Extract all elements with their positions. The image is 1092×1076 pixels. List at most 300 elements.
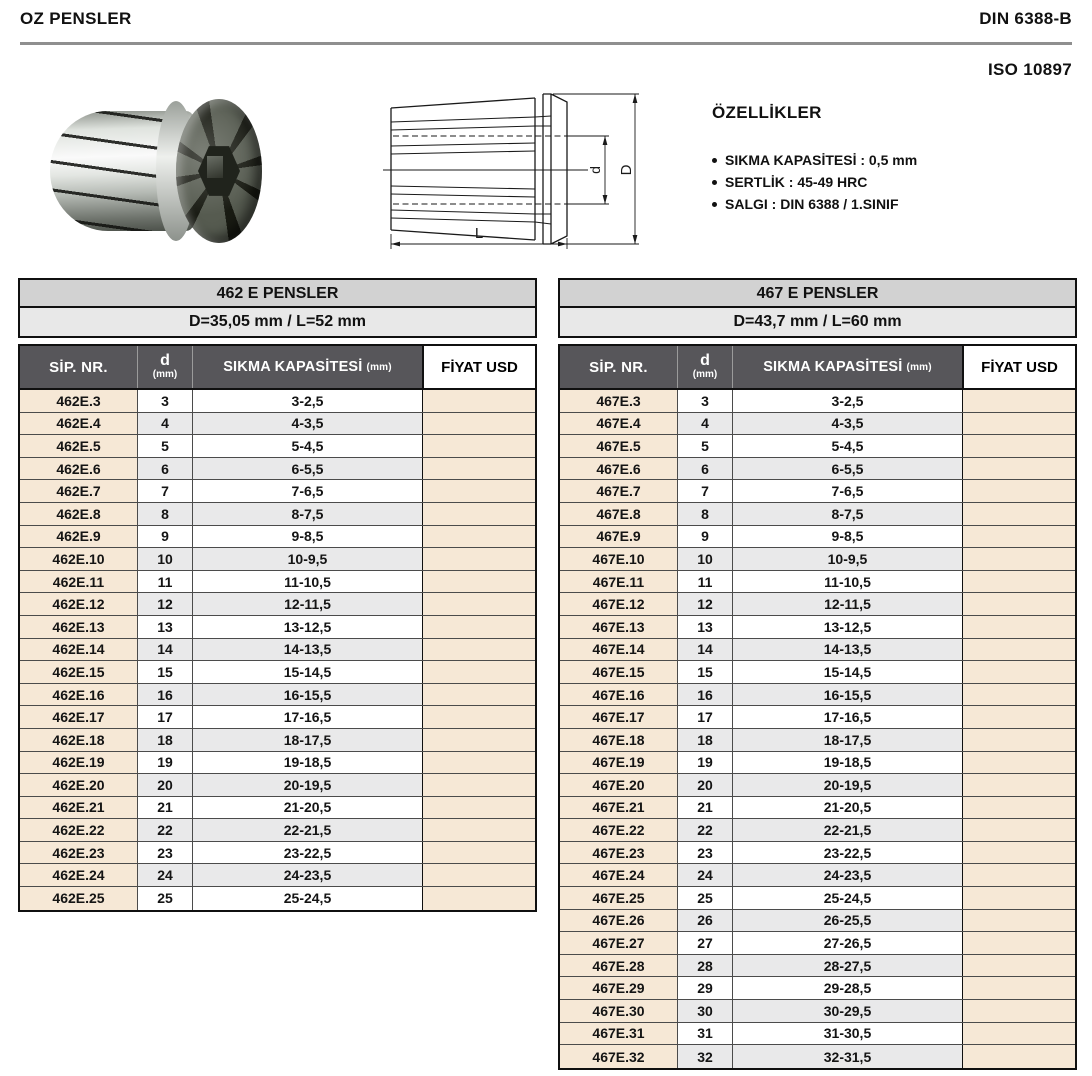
capacity-cell: 14-13,5	[193, 639, 422, 661]
order-number-cell: 462E.16	[20, 684, 138, 706]
price-cell	[962, 458, 1075, 480]
table-row	[560, 1045, 1075, 1068]
diameter-cell: 20	[678, 774, 733, 796]
price-cell	[422, 616, 535, 638]
price-cell	[422, 571, 535, 593]
table-row	[560, 593, 1075, 616]
diameter-cell: 9	[678, 526, 733, 548]
table-row	[560, 752, 1075, 775]
price-cell	[422, 458, 535, 480]
price-cell	[422, 661, 535, 683]
table-row	[560, 864, 1075, 887]
diameter-cell: 25	[678, 887, 733, 909]
diameter-cell: 11	[678, 571, 733, 593]
diameter-cell: 17	[678, 706, 733, 728]
table-row	[20, 480, 535, 503]
capacity-cell: 24-23,5	[193, 864, 422, 886]
order-number-cell: 467E.12	[560, 593, 678, 615]
diameter-cell: 13	[678, 616, 733, 638]
price-cell	[962, 955, 1075, 977]
table-row	[20, 729, 535, 752]
capacity-cell: 23-22,5	[193, 842, 422, 864]
table-row	[560, 706, 1075, 729]
price-cell	[422, 593, 535, 615]
diameter-cell: 4	[678, 413, 733, 435]
page-title: OZ PENSLER	[20, 9, 132, 28]
order-number-cell: 467E.16	[560, 684, 678, 706]
price-cell	[422, 842, 535, 864]
drawing-label-L: L	[474, 225, 484, 242]
capacity-cell: 12-11,5	[193, 593, 422, 615]
price-cell	[422, 864, 535, 886]
table-467-titleblock	[558, 278, 1077, 338]
capacity-cell: 25-24,5	[193, 887, 422, 910]
capacity-cell: 29-28,5	[733, 977, 962, 999]
table-row	[20, 503, 535, 526]
order-number-cell: 462E.6	[20, 458, 138, 480]
capacity-cell: 5-4,5	[733, 435, 962, 457]
capacity-cell: 27-26,5	[733, 932, 962, 954]
col-header-capacity	[193, 346, 422, 388]
price-cell	[962, 887, 1075, 909]
order-number-cell: 467E.10	[560, 548, 678, 570]
capacity-cell: 22-21,5	[733, 819, 962, 841]
table-462-titleblock	[18, 278, 537, 338]
table-row	[20, 887, 535, 910]
order-number-cell: 462E.11	[20, 571, 138, 593]
price-cell	[962, 639, 1075, 661]
order-number-cell: 462E.15	[20, 661, 138, 683]
price-cell	[962, 661, 1075, 683]
diameter-cell: 32	[678, 1045, 733, 1068]
table-row	[560, 955, 1075, 978]
capacity-cell: 4-3,5	[733, 413, 962, 435]
order-number-cell: 467E.18	[560, 729, 678, 751]
table-row	[560, 503, 1075, 526]
capacity-cell: 23-22,5	[733, 842, 962, 864]
diameter-cell: 14	[678, 639, 733, 661]
diameter-cell: 5	[678, 435, 733, 457]
col-header-capacity	[733, 346, 962, 388]
capacity-cell: 7-6,5	[733, 480, 962, 502]
price-cell	[422, 390, 535, 412]
table-header-row	[20, 346, 535, 390]
table-row	[560, 977, 1075, 1000]
feature-text: SALGI : DIN 6388 / 1.SINIF	[725, 196, 899, 212]
price-cell	[962, 1023, 1075, 1045]
table-row	[20, 458, 535, 481]
diameter-cell: 15	[138, 661, 193, 683]
price-cell	[422, 503, 535, 525]
capacity-cell: 15-14,5	[193, 661, 422, 683]
order-number-cell: 467E.5	[560, 435, 678, 457]
table-body	[20, 390, 535, 910]
capacity-cell: 21-20,5	[193, 797, 422, 819]
table-row	[20, 797, 535, 820]
col-header-price: FİYAT USD	[962, 346, 1075, 388]
bullet-icon	[712, 158, 717, 163]
order-number-cell: 467E.23	[560, 842, 678, 864]
order-number-cell: 467E.24	[560, 864, 678, 886]
order-number-cell: 467E.4	[560, 413, 678, 435]
order-number-cell: 467E.29	[560, 977, 678, 999]
diameter-cell: 20	[138, 774, 193, 796]
table-row	[560, 480, 1075, 503]
order-number-cell: 467E.26	[560, 910, 678, 932]
price-cell	[422, 774, 535, 796]
capacity-cell: 12-11,5	[733, 593, 962, 615]
collet-technical-drawing	[383, 86, 653, 254]
table-row	[560, 932, 1075, 955]
diameter-cell: 3	[138, 390, 193, 412]
diameter-cell: 3	[678, 390, 733, 412]
diameter-cell: 7	[138, 480, 193, 502]
capacity-cell: 7-6,5	[193, 480, 422, 502]
price-cell	[962, 864, 1075, 886]
diameter-cell: 18	[678, 729, 733, 751]
capacity-cell: 15-14,5	[733, 661, 962, 683]
capacity-cell: 20-19,5	[193, 774, 422, 796]
order-number-cell: 462E.3	[20, 390, 138, 412]
capacity-cell: 10-9,5	[733, 548, 962, 570]
diameter-cell: 19	[678, 752, 733, 774]
order-number-cell: 462E.18	[20, 729, 138, 751]
price-cell	[962, 932, 1075, 954]
order-number-cell: 467E.28	[560, 955, 678, 977]
capacity-cell: 16-15,5	[193, 684, 422, 706]
drawing-label-d: d	[587, 166, 603, 174]
table-subtitle: D=43,7 mm / L=60 mm	[560, 308, 1075, 336]
capacity-cell: 3-2,5	[733, 390, 962, 412]
diameter-cell: 15	[678, 661, 733, 683]
table-row	[20, 706, 535, 729]
feature-item	[712, 193, 1082, 215]
diameter-cell: 12	[678, 593, 733, 615]
order-number-cell: 462E.24	[20, 864, 138, 886]
diameter-cell: 23	[678, 842, 733, 864]
table-row	[560, 458, 1075, 481]
capacity-cell: 9-8,5	[733, 526, 962, 548]
order-number-cell: 467E.15	[560, 661, 678, 683]
capacity-cell: 31-30,5	[733, 1023, 962, 1045]
feature-item	[712, 171, 1082, 193]
capacity-cell: 4-3,5	[193, 413, 422, 435]
table-row	[20, 526, 535, 549]
order-number-cell: 462E.5	[20, 435, 138, 457]
capacity-cell: 16-15,5	[733, 684, 962, 706]
price-cell	[962, 526, 1075, 548]
diameter-cell: 22	[138, 819, 193, 841]
table-row	[560, 842, 1075, 865]
col-header-diameter-unit: (mm)	[692, 369, 718, 381]
features-title: ÖZELLİKLER	[712, 103, 822, 122]
diameter-cell: 9	[138, 526, 193, 548]
diameter-cell: 28	[678, 955, 733, 977]
order-number-cell: 462E.9	[20, 526, 138, 548]
col-header-diameter	[138, 346, 193, 388]
capacity-cell: 25-24,5	[733, 887, 962, 909]
diameter-cell: 8	[138, 503, 193, 525]
price-cell	[962, 977, 1075, 999]
diameter-cell: 14	[138, 639, 193, 661]
capacity-cell: 24-23,5	[733, 864, 962, 886]
table-row	[20, 819, 535, 842]
table-467	[558, 278, 1077, 1070]
order-number-cell: 467E.17	[560, 706, 678, 728]
price-cell	[422, 752, 535, 774]
capacity-cell: 14-13,5	[733, 639, 962, 661]
col-header-diameter-symbol: d	[700, 352, 710, 370]
order-number-cell: 467E.27	[560, 932, 678, 954]
price-cell	[962, 819, 1075, 841]
table-row	[20, 413, 535, 436]
table-462	[18, 278, 537, 912]
table-row	[20, 864, 535, 887]
header-divider	[20, 42, 1072, 45]
diameter-cell: 29	[678, 977, 733, 999]
price-cell	[422, 797, 535, 819]
collet-photo	[50, 95, 262, 247]
feature-text: SIKMA KAPASİTESİ : 0,5 mm	[725, 152, 918, 168]
price-cell	[962, 774, 1075, 796]
diameter-cell: 4	[138, 413, 193, 435]
order-number-cell: 467E.25	[560, 887, 678, 909]
capacity-cell: 8-7,5	[193, 503, 422, 525]
order-number-cell: 462E.7	[20, 480, 138, 502]
table-row	[20, 752, 535, 775]
diameter-cell: 5	[138, 435, 193, 457]
diameter-cell: 11	[138, 571, 193, 593]
order-number-cell: 462E.23	[20, 842, 138, 864]
price-cell	[422, 526, 535, 548]
price-cell	[962, 435, 1075, 457]
table-title: 462 E PENSLER	[20, 280, 535, 308]
table-row	[20, 639, 535, 662]
price-cell	[962, 390, 1075, 412]
price-cell	[962, 548, 1075, 570]
diameter-cell: 24	[678, 864, 733, 886]
capacity-cell: 13-12,5	[193, 616, 422, 638]
diameter-cell: 19	[138, 752, 193, 774]
table-row	[560, 661, 1075, 684]
order-number-cell: 467E.8	[560, 503, 678, 525]
order-number-cell: 467E.3	[560, 390, 678, 412]
order-number-cell: 462E.4	[20, 413, 138, 435]
table-row	[20, 593, 535, 616]
col-header-capacity-label: SIKMA KAPASİTESİ	[223, 359, 363, 375]
capacity-cell: 21-20,5	[733, 797, 962, 819]
table-row	[560, 819, 1075, 842]
table-row	[560, 684, 1075, 707]
standard-label: DIN 6388-B	[979, 9, 1072, 28]
table-header-row	[560, 346, 1075, 390]
capacity-cell: 28-27,5	[733, 955, 962, 977]
diameter-cell: 18	[138, 729, 193, 751]
price-cell	[422, 480, 535, 502]
price-cell	[962, 503, 1075, 525]
table-row	[560, 435, 1075, 458]
order-number-cell: 467E.6	[560, 458, 678, 480]
diameter-cell: 23	[138, 842, 193, 864]
table-row	[560, 526, 1075, 549]
price-cell	[422, 548, 535, 570]
capacity-cell: 18-17,5	[733, 729, 962, 751]
table-row	[20, 661, 535, 684]
col-header-diameter-symbol: d	[160, 352, 170, 370]
diameter-cell: 25	[138, 887, 193, 910]
table-row	[20, 548, 535, 571]
capacity-cell: 11-10,5	[193, 571, 422, 593]
diameter-cell: 10	[138, 548, 193, 570]
order-number-cell: 462E.25	[20, 887, 138, 910]
price-cell	[422, 435, 535, 457]
order-number-cell: 467E.20	[560, 774, 678, 796]
col-header-order-number: SİP. NR.	[20, 346, 138, 388]
price-cell	[962, 729, 1075, 751]
col-header-capacity-unit: (mm)	[366, 361, 392, 373]
price-cell	[962, 706, 1075, 728]
capacity-cell: 10-9,5	[193, 548, 422, 570]
table-row	[560, 887, 1075, 910]
capacity-cell: 13-12,5	[733, 616, 962, 638]
order-number-cell: 462E.21	[20, 797, 138, 819]
capacity-cell: 5-4,5	[193, 435, 422, 457]
order-number-cell: 462E.10	[20, 548, 138, 570]
feature-text: SERTLİK : 45-49 HRC	[725, 174, 868, 190]
order-number-cell: 467E.13	[560, 616, 678, 638]
diameter-cell: 13	[138, 616, 193, 638]
diameter-cell: 24	[138, 864, 193, 886]
diameter-cell: 12	[138, 593, 193, 615]
diameter-cell: 16	[678, 684, 733, 706]
table-row	[560, 797, 1075, 820]
capacity-cell: 11-10,5	[733, 571, 962, 593]
price-cell	[962, 1000, 1075, 1022]
table-row	[560, 616, 1075, 639]
order-number-cell: 467E.21	[560, 797, 678, 819]
table-row	[20, 684, 535, 707]
bullet-icon	[712, 180, 717, 185]
table-row	[20, 435, 535, 458]
capacity-cell: 17-16,5	[193, 706, 422, 728]
table-row	[560, 548, 1075, 571]
order-number-cell: 462E.8	[20, 503, 138, 525]
col-header-order-number: SİP. NR.	[560, 346, 678, 388]
capacity-cell: 3-2,5	[193, 390, 422, 412]
price-cell	[962, 480, 1075, 502]
order-number-cell: 467E.11	[560, 571, 678, 593]
order-number-cell: 462E.14	[20, 639, 138, 661]
order-number-cell: 462E.22	[20, 819, 138, 841]
diameter-cell: 26	[678, 910, 733, 932]
price-cell	[962, 593, 1075, 615]
features-section	[712, 103, 1082, 215]
capacity-cell: 6-5,5	[733, 458, 962, 480]
price-cell	[422, 413, 535, 435]
col-header-capacity-unit: (mm)	[906, 361, 932, 373]
price-cell	[962, 413, 1075, 435]
price-cell	[962, 842, 1075, 864]
table-467-data	[558, 344, 1077, 1070]
col-header-diameter-unit: (mm)	[152, 369, 178, 381]
price-cell	[422, 684, 535, 706]
diameter-cell: 30	[678, 1000, 733, 1022]
drawing-label-D: D	[618, 164, 635, 176]
diameter-cell: 8	[678, 503, 733, 525]
price-cell	[962, 797, 1075, 819]
diameter-cell: 22	[678, 819, 733, 841]
capacity-cell: 20-19,5	[733, 774, 962, 796]
diameter-cell: 21	[678, 797, 733, 819]
price-cell	[422, 729, 535, 751]
iso-label: ISO 10897	[988, 60, 1072, 79]
bullet-icon	[712, 202, 717, 207]
price-cell	[422, 819, 535, 841]
price-cell	[962, 910, 1075, 932]
order-number-cell: 467E.30	[560, 1000, 678, 1022]
order-number-cell: 462E.17	[20, 706, 138, 728]
capacity-cell: 22-21,5	[193, 819, 422, 841]
table-row	[20, 616, 535, 639]
capacity-cell: 30-29,5	[733, 1000, 962, 1022]
table-row	[560, 1000, 1075, 1023]
price-cell	[422, 706, 535, 728]
table-row	[20, 390, 535, 413]
order-number-cell: 462E.12	[20, 593, 138, 615]
price-cell	[962, 752, 1075, 774]
price-cell	[962, 616, 1075, 638]
price-cell	[962, 684, 1075, 706]
diameter-cell: 6	[678, 458, 733, 480]
col-header-price: FİYAT USD	[422, 346, 535, 388]
diameter-cell: 31	[678, 1023, 733, 1045]
table-row	[20, 571, 535, 594]
diameter-cell: 16	[138, 684, 193, 706]
capacity-cell: 19-18,5	[733, 752, 962, 774]
order-number-cell: 467E.9	[560, 526, 678, 548]
capacity-cell: 32-31,5	[733, 1045, 962, 1068]
diameter-cell: 6	[138, 458, 193, 480]
feature-item	[712, 149, 1082, 171]
table-row	[560, 639, 1075, 662]
price-cell	[962, 1045, 1075, 1068]
col-header-diameter	[678, 346, 733, 388]
order-number-cell: 467E.22	[560, 819, 678, 841]
price-cell	[962, 571, 1075, 593]
diameter-cell: 21	[138, 797, 193, 819]
capacity-cell: 9-8,5	[193, 526, 422, 548]
diameter-cell: 7	[678, 480, 733, 502]
price-cell	[422, 639, 535, 661]
capacity-cell: 8-7,5	[733, 503, 962, 525]
table-row	[560, 390, 1075, 413]
capacity-cell: 19-18,5	[193, 752, 422, 774]
table-row	[20, 774, 535, 797]
table-row	[560, 1023, 1075, 1046]
table-462-data	[18, 344, 537, 912]
order-number-cell: 462E.13	[20, 616, 138, 638]
diameter-cell: 17	[138, 706, 193, 728]
table-title: 467 E PENSLER	[560, 280, 1075, 308]
table-row	[20, 842, 535, 865]
table-body	[560, 390, 1075, 1068]
price-cell	[422, 887, 535, 910]
order-number-cell: 467E.32	[560, 1045, 678, 1068]
capacity-cell: 26-25,5	[733, 910, 962, 932]
table-row	[560, 413, 1075, 436]
table-row	[560, 910, 1075, 933]
table-row	[560, 729, 1075, 752]
